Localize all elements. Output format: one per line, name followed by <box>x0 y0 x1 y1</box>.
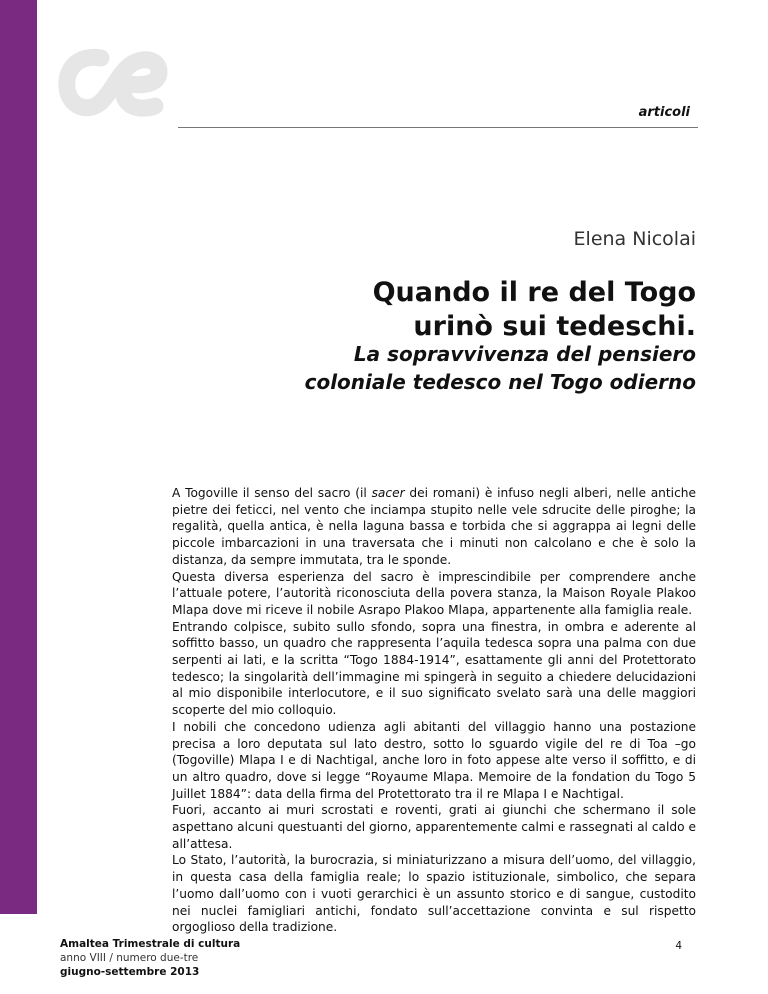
article-title <box>373 276 696 344</box>
latin-term: sacer <box>371 486 405 500</box>
paragraph: A Togoville il senso del sacro (il sacer dei romani) è infuso negli alberi, nelle antiche pietre dei feticci, nel vento che inciampa stupito nelle vele sdrucite delle piroghe; la regalità, quella antica, è nella laguna bassa e torbida che si aggrappa ai legni delle piccole imbarcazioni in una traversata che i minuti non calcolano e che è solo la distanza, da sempre immutata, tra le sponde. <box>172 486 696 567</box>
title-line-2: urinò sui tedeschi. <box>413 311 696 342</box>
paragraph: Lo Stato, l’autorità, la burocrazia, si miniaturizzano a misura dell’uomo, del villaggio, in questa casa della famiglia reale; lo spazio istituzionale, simbolico, che separa l’uomo dall’uomo con i vuoti gerarchici è un assunto storico e di sangue, custodito nei nuclei famigliari antichi, fondato sull’accettazione convinta e sul rispetto orgoglioso della tradizione. <box>172 853 696 935</box>
article-body <box>172 485 696 936</box>
page-number: 4 <box>675 940 682 952</box>
paragraph: Fuori, accanto ai muri scrostati e roventi, grati ai giunchi che schermano il sole aspettano alcuni questuanti del giorno, apparentemente calmi e rassegnati al caldo e all’attesa. <box>172 803 696 851</box>
journal-footer <box>60 937 240 979</box>
ae-ligature-logo-icon <box>55 40 170 129</box>
section-divider <box>178 127 698 128</box>
left-accent-bar <box>0 0 37 914</box>
journal-title: Amaltea Trimestrale di cultura <box>60 938 241 950</box>
paragraph: Questa diversa esperienza del sacro è imprescindibile per comprendere anche l’attuale potere, l’autorità riconosciuta della povera stanza, la Maison Royale Plakoo Mlapa dove mi riceve il nobile Asrapo Plakoo Mlapa, appartenente alla famiglia reale. <box>172 569 696 617</box>
journal-date: giugno-settembre 2013 <box>60 966 200 978</box>
journal-issue: anno VIII / numero due-tre <box>60 952 199 964</box>
section-label: articoli <box>638 105 690 120</box>
subtitle-line-1: La sopravvivenza del pensiero <box>353 342 696 366</box>
title-line-1: Quando il re del Togo <box>372 277 696 308</box>
paragraph: Entrando colpisce, subito sullo sfondo, sopra una finestra, in ombra e aderente al soffitto basso, un quadro che rappresenta l’aquila tedesca sopra una palma con due serpenti ai lati, e la scritta “Togo 1884-1914”, esattamente gli anni del Protettorato tedesco; la singolarità dell’immagine mi spingerà in seguito a chiedere delucidazioni al mio disponibile interlocutore, e il suo significato svelato sarà una delle maggiori scoperte del mio colloquio. <box>172 619 696 718</box>
article-subtitle <box>305 340 696 396</box>
author-name: Elena Nicolai <box>573 228 696 250</box>
paragraph: I nobili che concedono udienza agli abitanti del villaggio hanno una postazione precisa a loro deputata sul lato destro, sotto lo sguardo vigile del re di Toa –go (Togoville) Mlapa I e di Nachtigal, anche loro in foto appese alte verso il soffitto, e di un altro quadro, dove si legge “Royaume Mlapa. Memoire de la fondation du Togo 5 Juillet 1884”: data della firma del Protettorato tra il re Mlapa I e Nachtigal. <box>172 719 696 801</box>
subtitle-line-2: coloniale tedesco nel Togo odierno <box>304 370 696 394</box>
